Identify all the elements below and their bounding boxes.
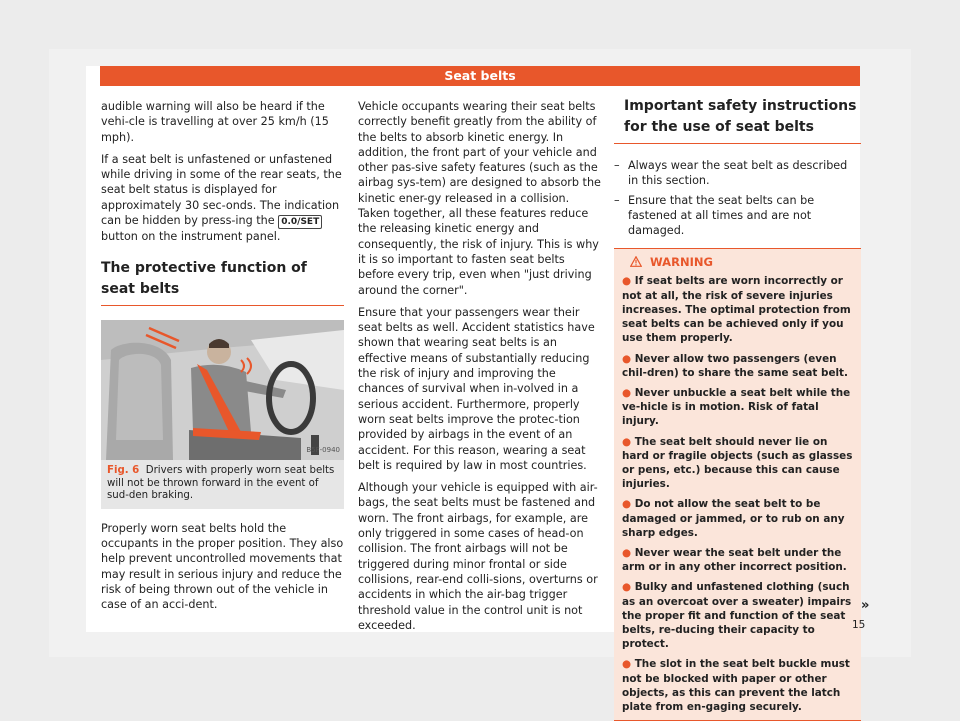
bullet-marker: ● — [622, 435, 632, 448]
chapter-header: Seat belts — [100, 66, 860, 86]
warning-item — [622, 580, 855, 651]
warning-item-text: Never allow two passengers (even chil-dren) to share the same seat belt. — [622, 352, 848, 379]
warning-item — [622, 657, 855, 714]
section-title: Important safety instructions for the use of seat belts — [614, 96, 861, 144]
column-1 — [101, 99, 344, 620]
list-item — [614, 193, 861, 239]
paragraph-with-key — [101, 152, 344, 244]
warning-item — [622, 386, 855, 429]
paragraph: audible warning will also be heard if the vehi-cle is travelling at over 25 km/h (15 mph). — [101, 100, 329, 144]
warning-item-text: Never unbuckle a seat belt while the ve-hicle is in motion. Risk of fatal injury. — [622, 386, 851, 428]
set-button-symbol: 0.0/SET — [278, 215, 322, 229]
warning-item-text: Never wear the seat belt under the arm or in any other incorrect position. — [622, 546, 847, 574]
bullet-marker: ● — [622, 386, 632, 399]
warning-title: WARNING — [650, 255, 713, 270]
paragraph-text: If a seat belt is unfastened or unfastened while driving in some of the rear seats, the seat belt status is displayed for approximately 30 sec-onds. The indication can be hidden by press-ing the — [101, 152, 342, 228]
warning-item — [622, 274, 855, 345]
figure-driver-illustration — [101, 320, 344, 460]
bullet-marker: ● — [622, 546, 632, 559]
warning-box — [614, 248, 861, 721]
instruction-list — [614, 158, 861, 238]
warning-item — [622, 497, 855, 540]
paragraph-text: button on the instrument panel. — [101, 230, 281, 244]
dash-marker: – — [614, 193, 620, 207]
bullet-marker: ● — [622, 658, 632, 671]
paragraph: Vehicle occupants wearing their seat belts correctly benefit greatly from the ability of the belts to absorb kinetic energy. In addition, the front part of your vehicle and other pas-sive safety features (such as the airbag sys-tem) are designed to absorb the kinetic ener-gy released in a collision. Taken together, all these features reduce the releasing kinetic energy and consequently, the risk of injury. This is why it is so important to fasten seat belts before every trip, even when "just driving around the corner". — [358, 100, 601, 297]
warning-item-text: The seat belt should never lie on hard or fragile objects (such as glasses or pens, etc.) because this can cause injuries. — [622, 435, 853, 491]
figure-label: Fig. 6 — [107, 465, 140, 477]
page-number: 15 — [852, 619, 866, 631]
warning-item — [622, 352, 855, 380]
bullet-marker: ● — [622, 581, 632, 594]
bullet-marker: ● — [622, 498, 632, 511]
warning-item-text: If seat belts are worn incorrectly or not at all, the risk of severe injuries increases. The optimal protection from seat belts can be achieved only if you use them properly. — [622, 275, 851, 345]
warning-item — [622, 435, 855, 492]
list-item-text: Always wear the seat belt as described in this section. — [628, 159, 848, 188]
warning-item-text: Do not allow the seat belt to be damaged or jammed, or to rub on any sharp edges. — [622, 498, 845, 539]
column-2 — [358, 99, 601, 640]
dash-marker: – — [614, 159, 620, 172]
paragraph: Although your vehicle is equipped with air-bags, the seat belts must be fastened and worn. The front airbags, for example, are only triggered in some cases of head-on collision. The front airbags will not be triggered during minor frontal or side collisions, rear-end colli-sions, overturns or accidents in which the air-bag trigger threshold value in the control unit is not exceeded. — [358, 481, 598, 632]
warning-item — [622, 546, 855, 574]
driver-seatbelt-illustration — [101, 320, 344, 460]
figure-caption-text: Drivers with properly worn seat belts will not be thrown forward in the event of sud-den braking. — [107, 465, 335, 502]
bullet-marker: ● — [622, 352, 632, 365]
figure-code: B5F-0940 — [306, 446, 340, 455]
column-3 — [614, 96, 861, 721]
warning-triangle-icon — [630, 256, 642, 267]
continued-marker: » — [861, 598, 870, 613]
section-title: The protective function of seat belts — [101, 258, 344, 306]
list-item-text: Ensure that the seat belts can be fastened at all times and are not damaged. — [628, 193, 815, 238]
paragraph: Properly worn seat belts hold the occupants in the proper position. They also help prevent uncontrolled movements that may result in serious injury and reduce the risk of being thrown out of the vehicle in case of an acci-dent. — [101, 521, 344, 612]
list-item — [614, 158, 861, 189]
warning-item-text: Bulky and unfastened clothing (such as an overcoat over a sweater) impairs the proper fit and function of the seat belts, re-ducing their capacity to protect. — [622, 581, 852, 651]
figure-caption — [101, 460, 344, 509]
bullet-marker: ● — [622, 275, 632, 288]
warning-item-text: The slot in the seat belt buckle must not be blocked with paper or other objects, as this can prevent the latch plate from en-gaging securely. — [622, 658, 850, 713]
warning-header — [622, 253, 855, 271]
paragraph: Ensure that your passengers wear their seat belts as well. Accident statistics have shown that wearing seat belts is an effective means of substantially reducing the risk of injury and improving the chances of survival when in-volved in a serious accident. Furthermore, properly worn seat belts improve the protec-tion provided by airbags in the event of an accident. For this reason, wearing a seat belt is required by law in most countries. — [358, 305, 595, 472]
